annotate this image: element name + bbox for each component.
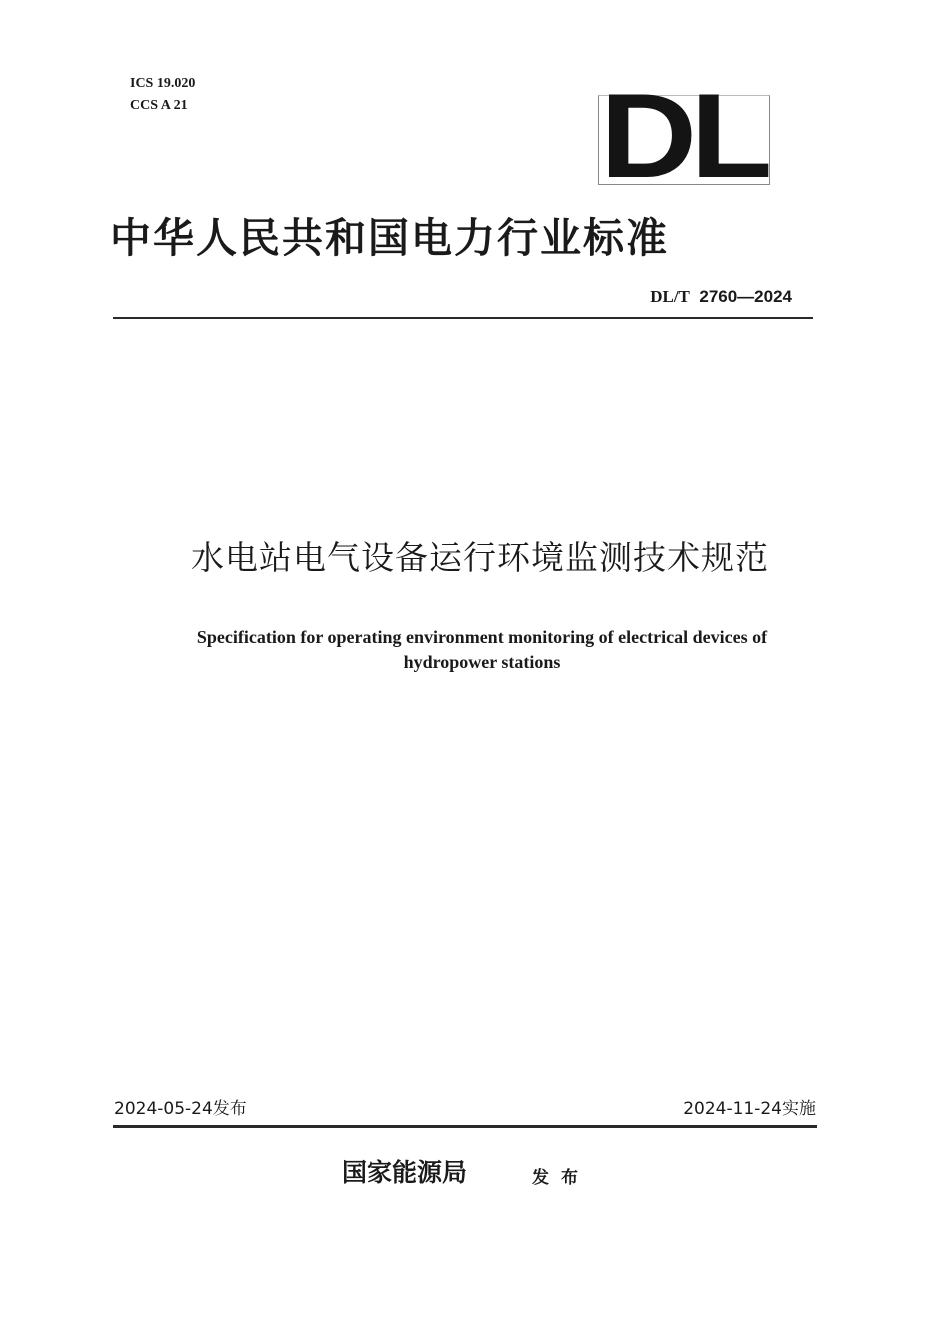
standard-number xyxy=(650,287,792,307)
classification-codes xyxy=(130,73,195,117)
ics-code: ICS 19.020 xyxy=(130,76,196,91)
ccs-code: CCS A 21 xyxy=(130,98,188,113)
standard-code: 2760—2024 xyxy=(699,287,792,306)
dl-logo: DL xyxy=(600,69,766,203)
bottom-divider xyxy=(113,1125,817,1128)
document-title-en xyxy=(0,625,950,675)
issuing-authority: 国家能源局 xyxy=(342,1158,468,1187)
implement-date: 2024-11-24实施 xyxy=(683,1099,816,1119)
publish-date: 2024-05-24发布 xyxy=(114,1099,247,1119)
top-divider xyxy=(113,317,813,319)
issue-label: 发布 xyxy=(532,1168,590,1188)
national-standard-title: 中华人民共和国电力行业标准 xyxy=(110,214,669,262)
standard-prefix: DL/T xyxy=(650,287,690,306)
document-title-cn: 水电站电气设备运行环境监测技术规范 xyxy=(191,538,769,577)
title-en-line1: Specification for operating environment monitoring of electrical devices of xyxy=(196,627,768,647)
title-en-line2: hydropower stations xyxy=(403,652,561,672)
